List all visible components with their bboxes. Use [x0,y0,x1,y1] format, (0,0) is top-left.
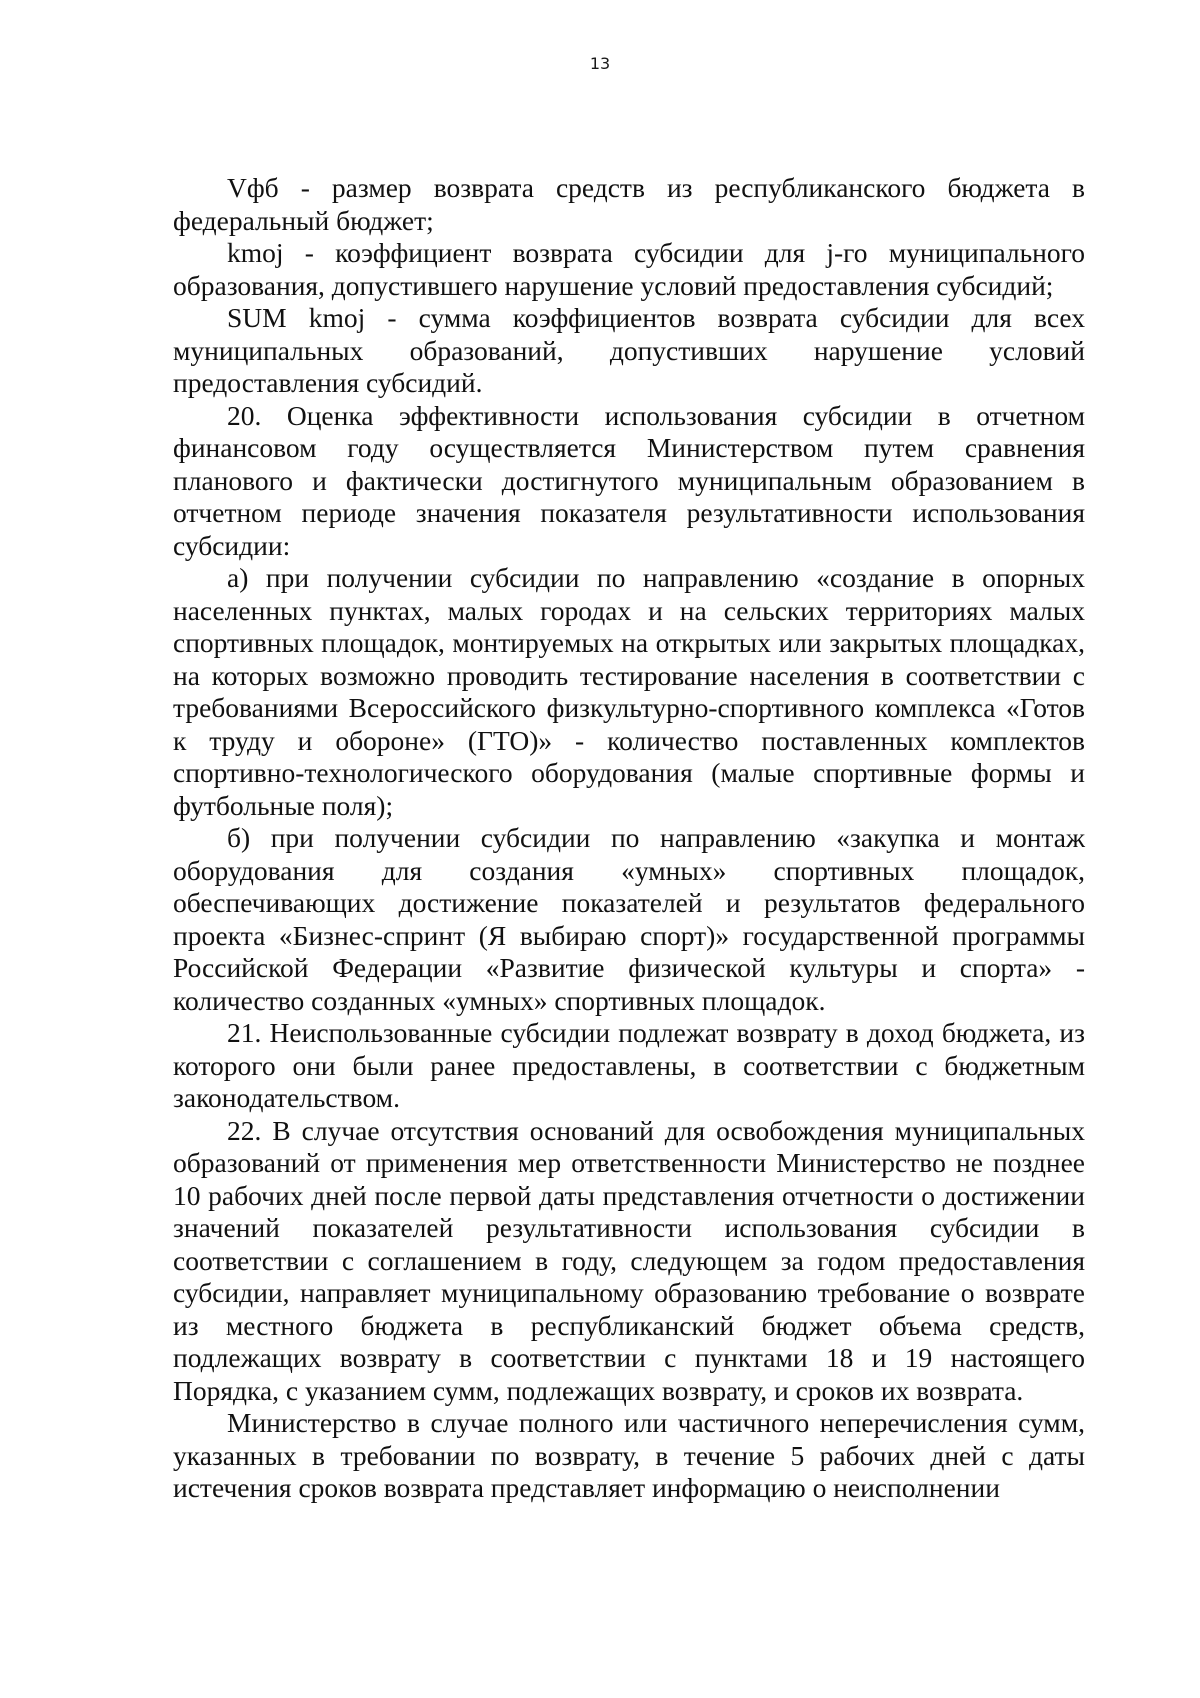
paragraph-sum-kmoj-definition: SUM kmoj - сумма коэффициентов возврата субсидии для всех муниципальных образований, допустивших нарушение условий предоставления субсидий. [173,302,1085,398]
paragraph-vfb-definition: Vфб - размер возврата средств из республиканского бюджета в федеральный бюджет; [173,172,1085,236]
paragraph-item-22: 22. В случае отсутствия оснований для освобождения муниципальных образований от применения мер ответственности Министерство не позднее 10 рабочих дней после первой даты представления отчетности о достижении значений показателей результативности использования субсидии в соответствии с соглашением в году, следующем за годом предоставления субсидии, направляет муниципальному образованию требование о возврате из местного бюджета в республиканский бюджет объема средств, подлежащих возврату в соответствии с пунктами 18 и 19 настоящего Порядка, с указанием сумм, подлежащих возврату, и сроков их возврата. [173,1114,1085,1406]
paragraph-kmoj-definition: kmoj - коэффициент возврата субсидии для j-го муниципального образования, допустившего нарушение условий предоставления субсидий; [173,237,1085,301]
document-body [173,172,1085,1505]
page-number: 13 [589,54,611,73]
paragraph-item-21: 21. Неиспользованные субсидии подлежат возврату в доход бюджета, из которого они были ранее предоставлены, в соответствии с бюджетным законодательством. [173,1017,1085,1113]
paragraph-item-20-a: а) при получении субсидии по направлению «создание в опорных населенных пунктах, малых городах и на сельских территориях малых спортивных площадок, монтируемых на открытых или закрытых площадках, на которых возможно проводить тестирование населения в соответствии с требованиями Всероссийского физкультурно-спортивного комплекса «Готов к труду и обороне» (ГТО)» - количество поставленных комплектов спортивно-технологического оборудования (малые спортивные формы и футбольные поля); [173,562,1085,821]
paragraph-item-20-b: б) при получении субсидии по направлению «закупка и монтаж оборудования для создания «умных» спортивных площадок, обеспечивающих достижение показателей и результатов федерального проекта «Бизнес-спринт (Я выбираю спорт)» государственной программы Российской Федерации «Развитие физической культуры и спорта» - количество созданных «умных» спортивных площадок. [173,822,1085,1016]
paragraph-ministry-reporting: Министерство в случае полного или частичного неперечисления сумм, указанных в требовании по возврату, в течение 5 рабочих дней с даты истечения сроков возврата представляет информацию о неисполнении [173,1407,1085,1503]
paragraph-item-20: 20. Оценка эффективности использования субсидии в отчетном финансовом году осуществляется Министерством путем сравнения планового и фактически достигнутого муниципальным образованием в отчетном периоде значения показателя результативности использования субсидии: [173,399,1085,561]
